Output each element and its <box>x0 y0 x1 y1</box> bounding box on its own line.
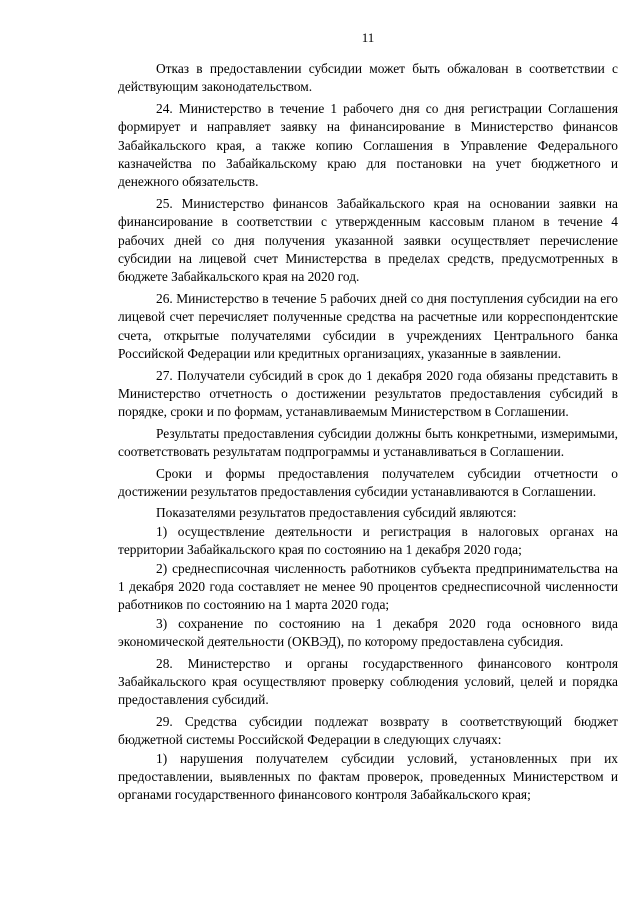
paragraph-appeal: Отказ в предоставлении субсидии может быть обжалован в соответствии с действующим законодательством. <box>118 61 618 95</box>
paragraph-results: Результаты предоставления субсидии должны быть конкретными, измеримыми, соответствовать результатам подпрограммы и устанавливаться в Соглашении. <box>118 425 618 460</box>
indicator-item-2: 2) среднесписочная численность работников субъекта предпринимательства на 1 декабря 2020 года составляет не менее 90 процентов среднесписочной численности работников по состоянию на 1 марта 2020 года; <box>118 560 618 613</box>
paragraph-28: 28. Министерство и органы государственного финансового контроля Забайкальского края осуществляют проверку соблюдения условий, целей и порядка предоставления субсидий. <box>118 655 618 708</box>
indicator-item-1: 1) осуществление деятельности и регистрация в налоговых органах на территории Забайкальского края по состоянию на 1 декабря 2020 года; <box>118 523 618 558</box>
paragraph-29: 29. Средства субсидии подлежат возврату в соответствующий бюджет бюджетной системы Российской Федерации в следующих случаях: <box>118 713 618 748</box>
paragraph-indicators-intro: Показателями результатов предоставления субсидий являются: <box>156 505 517 521</box>
indicator-item-3: 3) сохранение по состоянию на 1 декабря 2020 года основного вида экономической деятельности (ОКВЭД), по которому предоставлена субсидия. <box>118 615 618 650</box>
document-body <box>118 60 618 805</box>
paragraph-27: 27. Получатели субсидий в срок до 1 декабря 2020 года обязаны представить в Министерство отчетность о достижении результатов предоставления субсидий в порядке, сроки и по формам, устанавливаемым Министерством в Соглашении. <box>118 367 618 420</box>
paragraph-24: 24. Министерство в течение 1 рабочего дня со дня регистрации Соглашения формирует и направляет заявку на финансирование в Министерство финансов Забайкальского края, а также копию Соглашения в Управление Федерального казначейства по Забайкальскому краю для постановки на учет бюджетного и денежного обязательств. <box>118 100 618 190</box>
paragraph-25: 25. Министерство финансов Забайкальского края на основании заявки на финансирование в соответствии с утвержденным кассовым планом в течение 4 рабочих дней со дня получения указанной заявки осуществляет перечисление субсидии на лицевой счет Министерства в пределах средств, предусмотренных в бюджете Забайкальского края на 2020 год. <box>118 195 618 285</box>
refund-case-1: 1) нарушения получателем субсидии условий, установленных при их предоставлении, выявленных по фактам проверок, проведенных Министерством и органами государственного финансового контроля Забайкальского края; <box>118 750 618 803</box>
paragraph-26: 26. Министерство в течение 5 рабочих дней со дня поступления субсидии на его лицевой счет перечисляет полученные средства на расчетные или корреспондентские счета, открытые получателями субсидии в учреждениях Центрального банка Российской Федерации или кредитных организациях, указанные в заявлении. <box>118 290 618 362</box>
page-number: 11 <box>361 30 375 45</box>
paragraph-reporting: Сроки и формы предоставления получателем субсидии отчетности о достижении результатов предоставления субсидии устанавливаются в Соглашении. <box>118 465 618 499</box>
